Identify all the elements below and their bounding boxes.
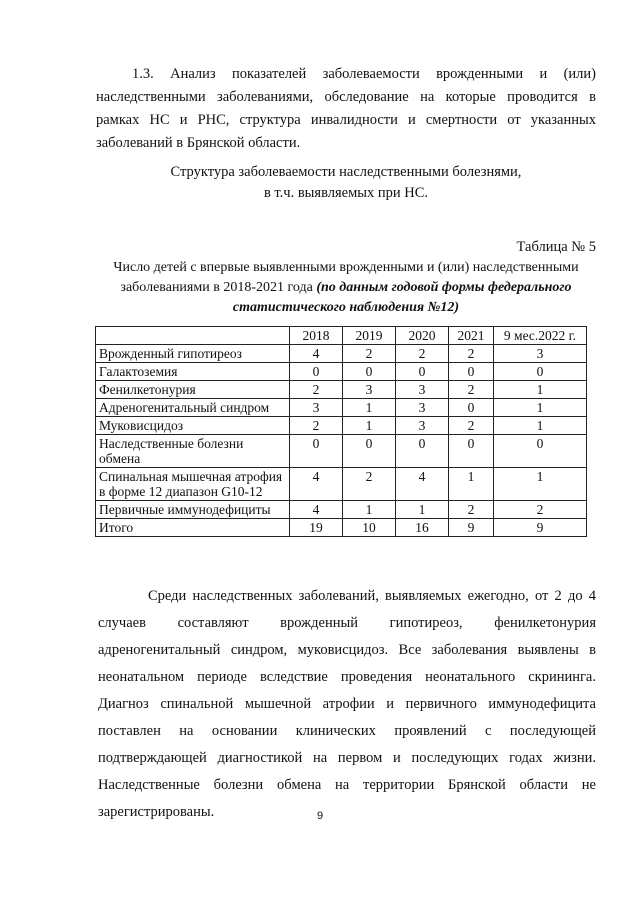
table-cell: 1 bbox=[494, 468, 587, 501]
table-cell: 2 bbox=[494, 501, 587, 519]
row-label: Наследственные болезни обмена bbox=[96, 435, 290, 468]
table-row bbox=[96, 399, 587, 417]
table-cell: 0 bbox=[449, 399, 494, 417]
row-label: Муковисцидоз bbox=[96, 417, 290, 435]
row-label: Галактоземия bbox=[96, 363, 290, 381]
table-body bbox=[96, 345, 587, 537]
header-cell: 2021 bbox=[449, 327, 494, 345]
table-cell: 2 bbox=[290, 381, 343, 399]
row-label: Фенилкетонурия bbox=[96, 381, 290, 399]
table-cell: 0 bbox=[396, 363, 449, 381]
table-cell: 1 bbox=[449, 468, 494, 501]
table-cell: 2 bbox=[290, 417, 343, 435]
table-cell: 4 bbox=[290, 345, 343, 363]
table-cell: 3 bbox=[396, 381, 449, 399]
table-row bbox=[96, 501, 587, 519]
table-cell: 2 bbox=[449, 417, 494, 435]
subtitle-line-2: в т.ч. выявляемых при НС. bbox=[263, 185, 429, 201]
table-cell: 0 bbox=[343, 363, 396, 381]
table-cell: 3 bbox=[396, 417, 449, 435]
row-label: Врожденный гипотиреоз bbox=[96, 345, 290, 363]
table-row bbox=[96, 381, 587, 399]
table-cell: 1 bbox=[494, 381, 587, 399]
row-label: Адреногенитальный синдром bbox=[96, 399, 290, 417]
table-cell: 4 bbox=[290, 501, 343, 519]
table-cell: 9 bbox=[449, 519, 494, 537]
table-cell: 0 bbox=[343, 435, 396, 468]
table-cell: 4 bbox=[290, 468, 343, 501]
table-cell: 16 bbox=[396, 519, 449, 537]
table-cell: 0 bbox=[449, 435, 494, 468]
table-cell: 4 bbox=[396, 468, 449, 501]
table-total-row bbox=[96, 519, 587, 537]
table-caption bbox=[86, 258, 606, 318]
table-cell: 1 bbox=[494, 399, 587, 417]
header-cell: 9 мес.2022 г. bbox=[494, 327, 587, 345]
table-cell: 2 bbox=[449, 501, 494, 519]
row-label: Итого bbox=[96, 519, 290, 537]
header-cell: 2020 bbox=[396, 327, 449, 345]
table-row bbox=[96, 435, 587, 468]
table-cell: 1 bbox=[343, 501, 396, 519]
row-label: Первичные иммунодефициты bbox=[96, 501, 290, 519]
table-cell: 2 bbox=[343, 345, 396, 363]
table-cell: 0 bbox=[290, 435, 343, 468]
table-cell: 1 bbox=[343, 399, 396, 417]
body-paragraph: Среди наследственных заболеваний, выявляемых ежегодно, от 2 до 4 случаев составляют врожденный гипотиреоз, фенилкетонурия адреногенитальный синдром, муковисцидоз. Все заболевания выявлены в неонатальном периоде вследствие проведения неонатального скрининга. Диагноз спинальной мышечной атрофии и первичного иммунодефицита поставлен на основании клинических проявлений с последующей подтверждающей диагностикой на первом и последующих годах жизни. Наследственные болезни обмена на территории Брянской области не зарегистрированы. bbox=[98, 588, 596, 820]
section-heading: 1.3. Анализ показателей заболеваемости врожденными и (или) наследственными заболеваниями, обследование на которые проводится в рамках НС и РНС, структура инвалидности и смертности от указанных заболеваний в Брянской области. bbox=[96, 66, 596, 151]
table-cell: 0 bbox=[494, 363, 587, 381]
table-number-label: Таблица № 5 bbox=[516, 239, 596, 255]
subtitle-line-1: Структура заболеваемости наследственными болезнями, bbox=[170, 164, 522, 180]
table-caption-source: (по данным годовой формы федерального статистического наблюдения №12) bbox=[232, 280, 572, 315]
table-cell: 19 bbox=[290, 519, 343, 537]
table-cell: 1 bbox=[494, 417, 587, 435]
table-cell: 3 bbox=[343, 381, 396, 399]
table-cell: 1 bbox=[343, 417, 396, 435]
table-cell: 0 bbox=[396, 435, 449, 468]
table-row bbox=[96, 363, 587, 381]
table-cell: 2 bbox=[449, 381, 494, 399]
section-subtitle bbox=[96, 162, 596, 204]
table-cell: 3 bbox=[396, 399, 449, 417]
table-cell: 0 bbox=[290, 363, 343, 381]
table-caption-main: Число детей с впервые выявленными врожденными и (или) наследственными заболеваниями в 2018-2021 года bbox=[113, 260, 579, 295]
table-cell: 2 bbox=[343, 468, 396, 501]
table-cell: 10 bbox=[343, 519, 396, 537]
table-header-row bbox=[96, 327, 587, 345]
statistics-table bbox=[95, 326, 587, 537]
table-row bbox=[96, 468, 587, 501]
table-row bbox=[96, 345, 587, 363]
table-cell: 2 bbox=[396, 345, 449, 363]
table-cell: 9 bbox=[494, 519, 587, 537]
table-cell: 0 bbox=[494, 435, 587, 468]
header-cell: 2018 bbox=[290, 327, 343, 345]
header-cell bbox=[96, 327, 290, 345]
table-row bbox=[96, 417, 587, 435]
table-cell: 0 bbox=[449, 363, 494, 381]
header-cell: 2019 bbox=[343, 327, 396, 345]
table-cell: 1 bbox=[396, 501, 449, 519]
row-label: Спинальная мышечная атрофия в форме 12 диапазон G10-12 bbox=[96, 468, 290, 501]
table-cell: 3 bbox=[290, 399, 343, 417]
page-number: 9 bbox=[316, 810, 324, 822]
table-cell: 3 bbox=[494, 345, 587, 363]
table-cell: 2 bbox=[449, 345, 494, 363]
